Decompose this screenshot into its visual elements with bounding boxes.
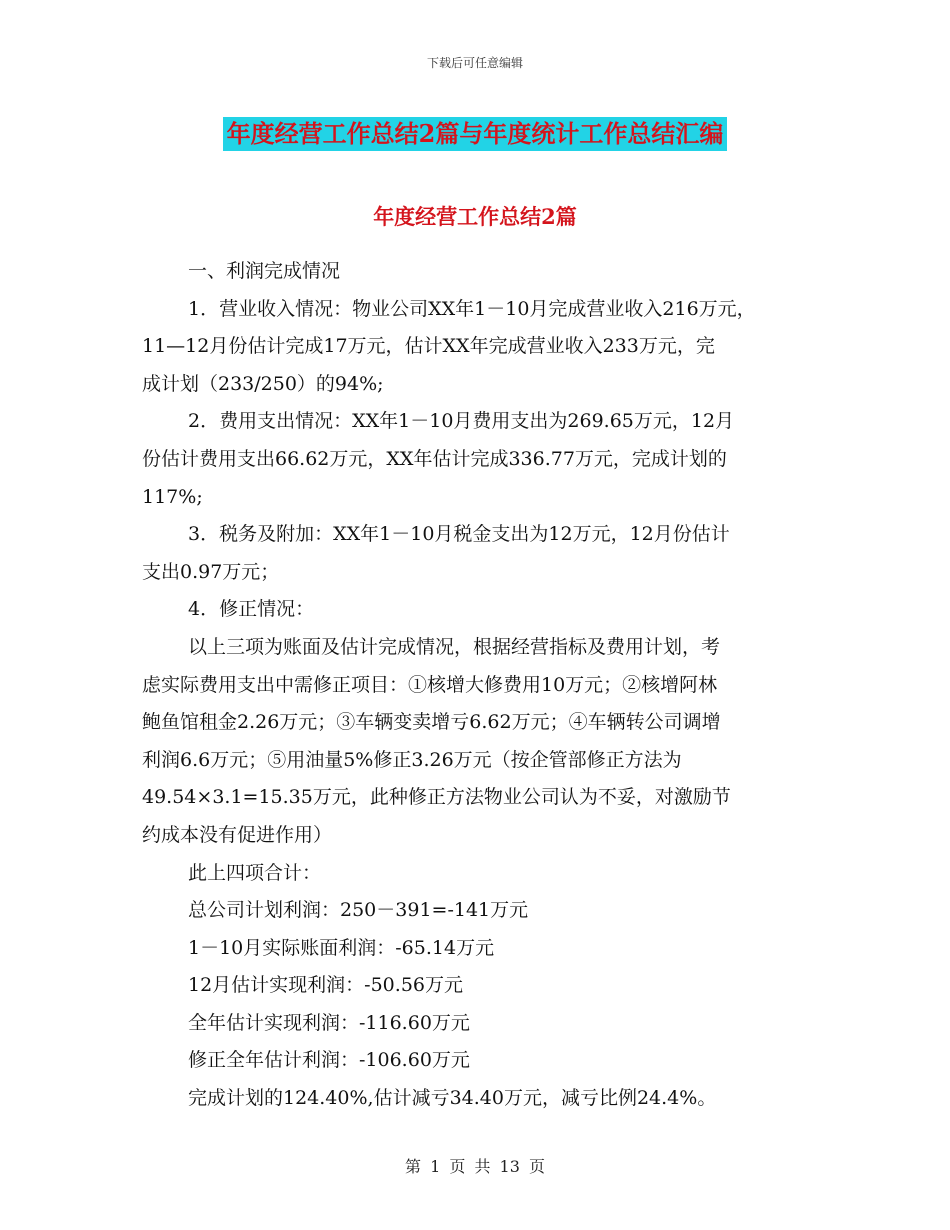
paragraph-summary-intro: 此上四项合计： bbox=[188, 861, 322, 884]
page-number-footer: 第 1 页 共 13 页 bbox=[405, 1157, 545, 1176]
paragraph-profit-heading: 一、利润完成情况 bbox=[188, 260, 341, 282]
paragraph-plan-completion: 完成计划的124.40%,估计减亏34.40万元，减亏比例24.4%。 bbox=[188, 1087, 717, 1110]
document-body bbox=[142, 253, 810, 1118]
paragraph-expenses: 2．费用支出情况：XX年1－10月费用支出为269.65万元，12月 份估计费用支出66.62万元，XX年估计完成336.77万元，完成计划的 117%; bbox=[142, 410, 735, 508]
paragraph-corrections-heading: 4．修正情况： bbox=[188, 598, 315, 621]
paragraph-taxes: 3．税务及附加：XX年1－10月税金支出为12万元，12月份估计 支出0.97万元； bbox=[142, 523, 730, 583]
paragraph-actual-profit: 1－10月实际账面利润：-65.14万元 bbox=[188, 936, 495, 959]
document-title bbox=[0, 112, 950, 151]
paragraph-revenue: 1．营业收入情况：物业公司XX年1－10月完成营业收入216万元， 11—12月份估计完成17万元，估计XX年完成营业收入233万元，完 成计划（233/250）的94%; bbox=[142, 297, 756, 395]
document-title-text: 年度经营工作总结2篇与年度统计工作总结汇编 bbox=[223, 117, 728, 151]
paragraph-planned-profit: 总公司计划利润：250－391=-141万元 bbox=[188, 899, 529, 922]
paragraph-corrected-estimate: 修正全年估计利润：-106.60万元 bbox=[188, 1049, 470, 1072]
paragraph-corrections-detail: 以上三项为账面及估计完成情况，根据经营指标及费用计划，考 虑实际费用支出中需修正项目：①核增大修费用10万元；②核增阿林 鲍鱼馆租金2.26万元；③车辆变卖增亏6.62万元；④车辆转公司调增 利润6.6万元；⑤用油量5%修正3.26万元（按企管部修正方法为 49.54×3.1=15.35万元，此种修正方法物业公司认为不妥，对激励节 约成本没有促进作用） bbox=[142, 635, 731, 846]
section-title: 年度经营工作总结2篇 bbox=[373, 204, 577, 229]
paragraph-annual-estimate: 全年估计实现利润：-116.60万元 bbox=[188, 1011, 470, 1034]
paragraph-december-estimate: 12月估计实现利润：-50.56万元 bbox=[188, 974, 463, 997]
page-header-note: 下载后可任意编辑 bbox=[426, 56, 523, 70]
